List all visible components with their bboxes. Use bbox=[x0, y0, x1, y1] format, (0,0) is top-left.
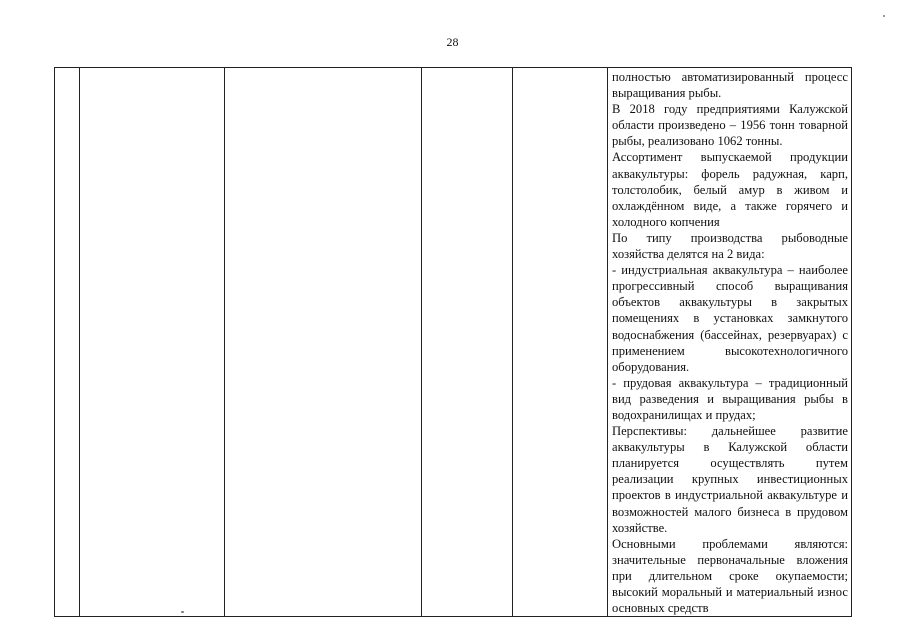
paragraph-prospects: Перспективы: дальнейшее развитие аквакультуры в Калужской области планируется осуществлять путем реализации крупных инвестиционных проектов в индустриальной аквакультуре и возможностей малого бизнеса в прудовом хозяйстве. bbox=[612, 424, 848, 535]
document-table bbox=[54, 67, 852, 617]
paragraph-industrial-aquaculture: - индустриальная аквакультура – наиболее прогрессивный способ выращивания объектов аквакультуры в закрытых помещениях в установках замкнутого водоснабжения (бассейнах, резервуарах) с применением высокотехнологичного оборудования. bbox=[612, 263, 848, 374]
page-number: 28 bbox=[446, 35, 459, 49]
table-cell-col-2 bbox=[80, 68, 225, 617]
table-row bbox=[55, 68, 852, 617]
table-cell-col-1 bbox=[55, 68, 80, 617]
scan-speck bbox=[181, 611, 184, 613]
paragraph-automation: полностью автоматизированный процесс выращивания рыбы. bbox=[612, 70, 848, 101]
table-cell-col-4 bbox=[422, 68, 513, 617]
paragraph-production-types: По типу производства рыбоводные хозяйства делятся на 2 вида: bbox=[612, 230, 848, 262]
scan-speck bbox=[883, 15, 885, 17]
table-cell-description bbox=[608, 68, 852, 617]
paragraph-problems: Основными проблемами являются: значительные первоначальные вложения при длительном сроке окупаемости; высокий моральный и материальный износ основных средств bbox=[612, 536, 848, 616]
table-cell-col-5 bbox=[513, 68, 608, 617]
table-cell-col-3 bbox=[225, 68, 422, 617]
paragraph-assortment: Ассортимент выпускаемой продукции аквакультуры: форель радужная, карп, толстолобик, белый амур в живом и охлаждённом виде, а также горячего и холодного копчения bbox=[612, 150, 848, 229]
paragraph-production-2018: В 2018 году предприятиями Калужской области произведено – 1956 тонн товарной рыбы, реализовано 1062 тонны. bbox=[612, 102, 848, 149]
paragraph-pond-aquaculture: - прудовая аквакультура – традиционный вид разведения и выращивания рыбы в водохранилищах и прудах; bbox=[612, 375, 848, 422]
